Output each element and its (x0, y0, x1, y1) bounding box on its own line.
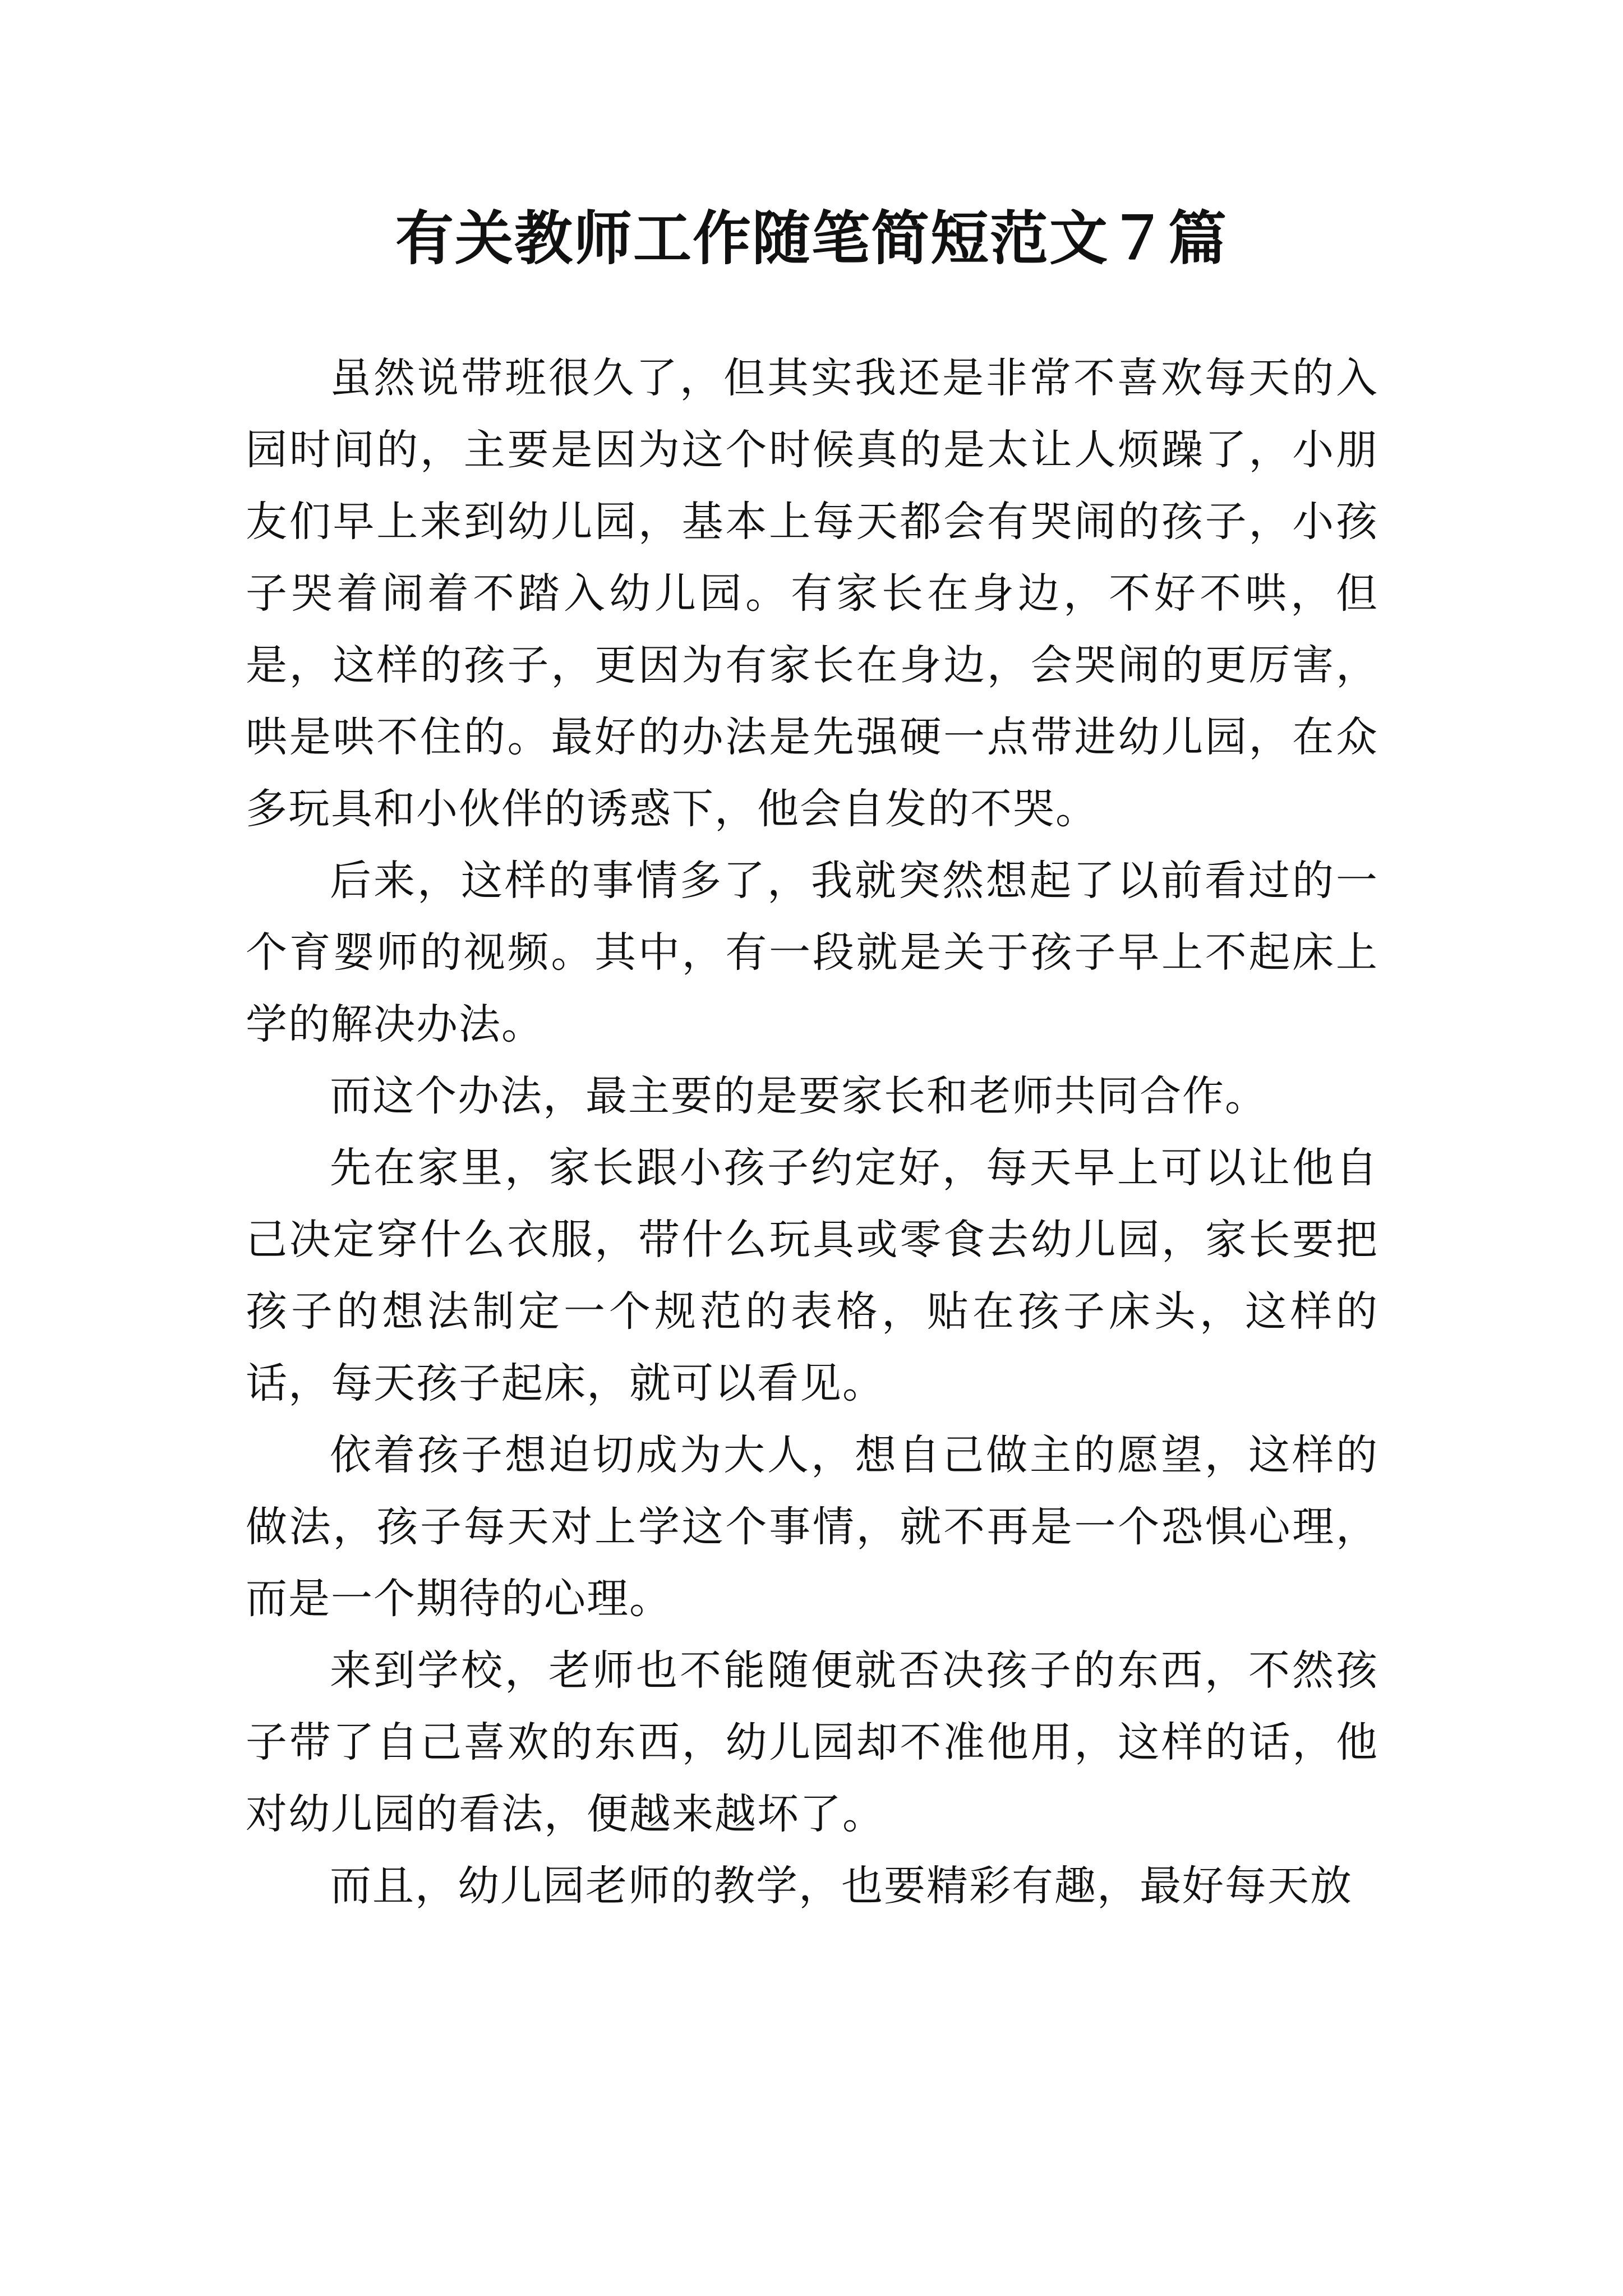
document-body (246, 342, 1378, 1922)
body-paragraph: 而且，幼儿园老师的教学，也要精彩有趣，最好每天放 (330, 1862, 1353, 1910)
body-paragraph: 后来，这样的事情多了，我就突然想起了以前看过的一个育婴师的视频。其中，有一段就是关于孩子早上不起床上学的解决办法。 (246, 857, 1378, 1048)
body-paragraph: 而这个办法，最主要的是要家长和老师共同合作。 (330, 1072, 1267, 1120)
body-paragraph: 虽然说带班很久了，但其实我还是非常不喜欢每天的入园时间的，主要是因为这个时候真的是太让人烦躁了，小朋友们早上来到幼儿园，基本上每天都会有哭闹的孩子，小孩子哭着闹着不踏入幼儿园。有家长在身边，不好不哄，但是，这样的孩子，更因为有家长在身边，会哭闹的更厉害，哄是哄不住的。最好的办法是先强硬一点带进幼儿园，在众多玩具和小伙伴的诱惑下，他会自发的不哭。 (246, 354, 1378, 833)
body-paragraph: 来到学校，老师也不能随便就否决孩子的东西，不然孩子带了自己喜欢的东西，幼儿园却不准他用，这样的话，他对幼儿园的看法，便越来越坏了。 (246, 1646, 1378, 1838)
body-paragraph: 先在家里，家长跟小孩子约定好，每天早上可以让他自己决定穿什么衣服，带什么玩具或零食去幼儿园，家长要把孩子的想法制定一个规范的表格，贴在孩子床头，这样的话，每天孩子起床，就可以看见。 (246, 1144, 1378, 1407)
document-title: 有关教师工作随笔简短范文７篇 (395, 204, 1228, 273)
body-paragraph: 依着孩子想迫切成为大人，想自己做主的愿望，这样的做法，孩子每天对上学这个事情，就不再是一个恐惧心理，而是一个期待的心理。 (246, 1431, 1378, 1623)
